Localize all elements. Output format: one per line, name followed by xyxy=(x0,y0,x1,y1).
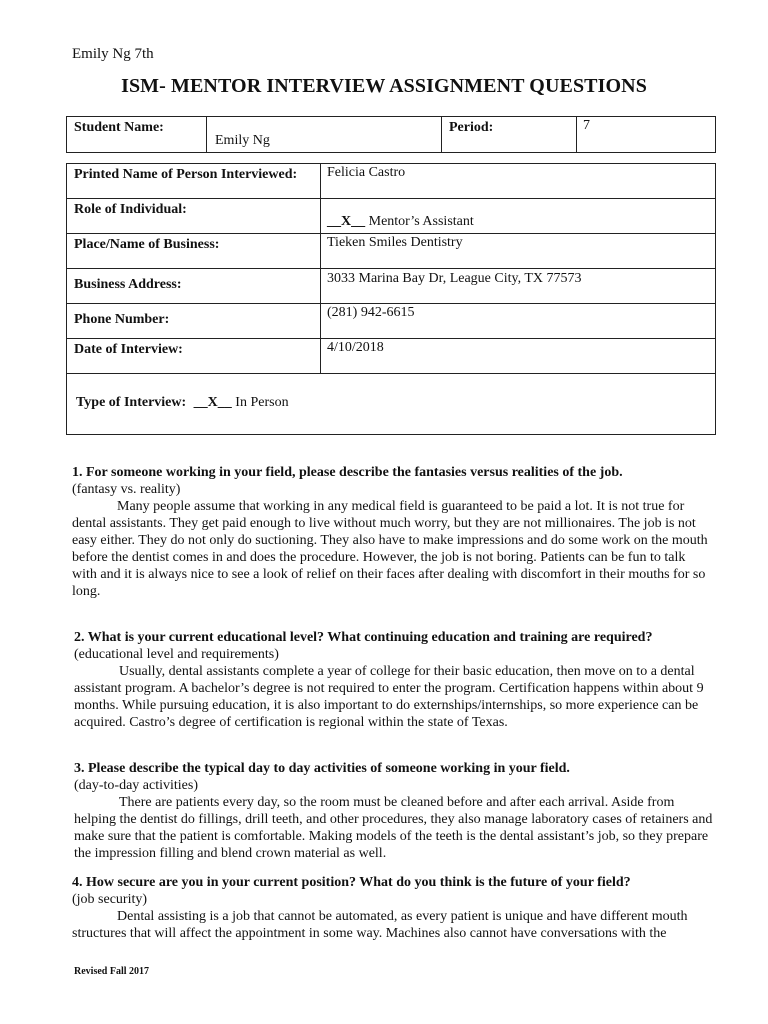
footer-revision: Revised Fall 2017 xyxy=(74,966,149,977)
question-2-answer: Usually, dental assistants complete a year of college for their basic education, then move on to a dental assistant program. A bachelor’s degree is not required to enter the program. Certification happens within about 9 months. While pursuing education, it is also important to do externships/internships, so more experience can be acquired. Castro’s degree of certification is regional within the state of Texas. xyxy=(74,664,704,730)
address-label-cell xyxy=(67,269,321,304)
question-4-subtitle: (job security) xyxy=(72,892,148,907)
date-value: 4/10/2018 xyxy=(327,340,384,355)
question-3-answer: There are patients every day, so the room must be cleaned before and after each arrival. Aside from helping the dentist do fillings, drill teeth, and other procedures, they also manage laboratory cases of retainers and make sure that the patient is comfortable. Making models of the teeth is the dental assistant’s job, so they prepare the impression filling and blend crown material as well. xyxy=(74,795,713,861)
interview-info-table xyxy=(66,163,716,435)
student-info-table xyxy=(66,116,716,153)
question-4-text: 4. How secure are you in your current position? What do you think is the future of your field? xyxy=(72,875,631,890)
question-1-answer: Many people assume that working in any medical field is guaranteed to be paid a lot. It is not true for dental assistants. They get paid enough to live without much worry, but they are not millionaires. The job is not easy either. They do not only do suctioning. They also have to make impressions and do some work on the mouth before the dentist comes in and does the procedure. However, the job is not boring. Patients can be fun to talk with and it is always nice to see a look of relief on their faces after dealing with discomfort in their mouths for so long. xyxy=(72,499,708,599)
question-block-2 xyxy=(74,629,714,731)
business-value: Tieken Smiles Dentistry xyxy=(327,235,463,250)
address-value-cell xyxy=(321,269,716,304)
address-label: Business Address: xyxy=(74,277,182,292)
role-value: Mentor’s Assistant xyxy=(368,214,474,229)
person-label-cell xyxy=(67,164,321,199)
question-block-3 xyxy=(74,760,714,862)
question-block-4 xyxy=(72,874,712,942)
student-name-value-cell xyxy=(207,117,442,153)
period-label-cell xyxy=(442,117,577,153)
date-label-cell xyxy=(67,339,321,374)
period-label: Period: xyxy=(449,120,494,135)
period-value-cell xyxy=(577,117,716,153)
type-check-mark: __X__ xyxy=(193,395,232,410)
question-3-subtitle: (day-to-day activities) xyxy=(74,778,199,793)
document-title: ISM- MENTOR INTERVIEW ASSIGNMENT QUESTIONS xyxy=(121,75,647,97)
type-label: Type of Interview: xyxy=(76,395,187,410)
role-check-mark: __X__ xyxy=(327,214,366,229)
person-label: Printed Name of Person Interviewed: xyxy=(74,167,298,182)
person-value: Felicia Castro xyxy=(327,165,406,180)
business-label-cell xyxy=(67,234,321,269)
question-4-answer: Dental assisting is a job that cannot be automated, as every patient is unique and have different mouth structures that will affect the appointment in some way. Machines also cannot have conversations with the xyxy=(72,909,688,941)
business-label: Place/Name of Business: xyxy=(74,237,220,252)
business-value-cell xyxy=(321,234,716,269)
person-value-cell xyxy=(321,164,716,199)
role-label-cell xyxy=(67,199,321,234)
student-name-label-cell xyxy=(67,117,207,153)
phone-value-cell xyxy=(321,304,716,339)
address-value: 3033 Marina Bay Dr, League City, TX 77573 xyxy=(327,271,582,286)
period-value: 7 xyxy=(583,118,590,133)
phone-label: Phone Number: xyxy=(74,312,170,327)
question-1-subtitle: (fantasy vs. reality) xyxy=(72,482,181,497)
date-label: Date of Interview: xyxy=(74,342,183,357)
question-2-subtitle: (educational level and requirements) xyxy=(74,647,279,662)
student-name-value: Emily Ng xyxy=(215,133,270,148)
question-1-text: 1. For someone working in your field, please describe the fantasies versus realities of the job. xyxy=(72,465,623,480)
question-2-text: 2. What is your current educational level? What continuing education and training are required? xyxy=(74,630,653,645)
date-value-cell xyxy=(321,339,716,374)
interview-type-cell xyxy=(67,374,716,435)
student-name-label: Student Name: xyxy=(74,120,164,135)
question-block-1 xyxy=(72,464,712,600)
type-value: In Person xyxy=(235,395,289,410)
question-3-text: 3. Please describe the typical day to day activities of someone working in your field. xyxy=(74,761,570,776)
role-value-cell xyxy=(321,199,716,234)
header-student-line: Emily Ng 7th xyxy=(72,46,154,62)
phone-value: (281) 942-6615 xyxy=(327,305,415,320)
role-label: Role of Individual: xyxy=(74,202,187,217)
phone-label-cell xyxy=(67,304,321,339)
